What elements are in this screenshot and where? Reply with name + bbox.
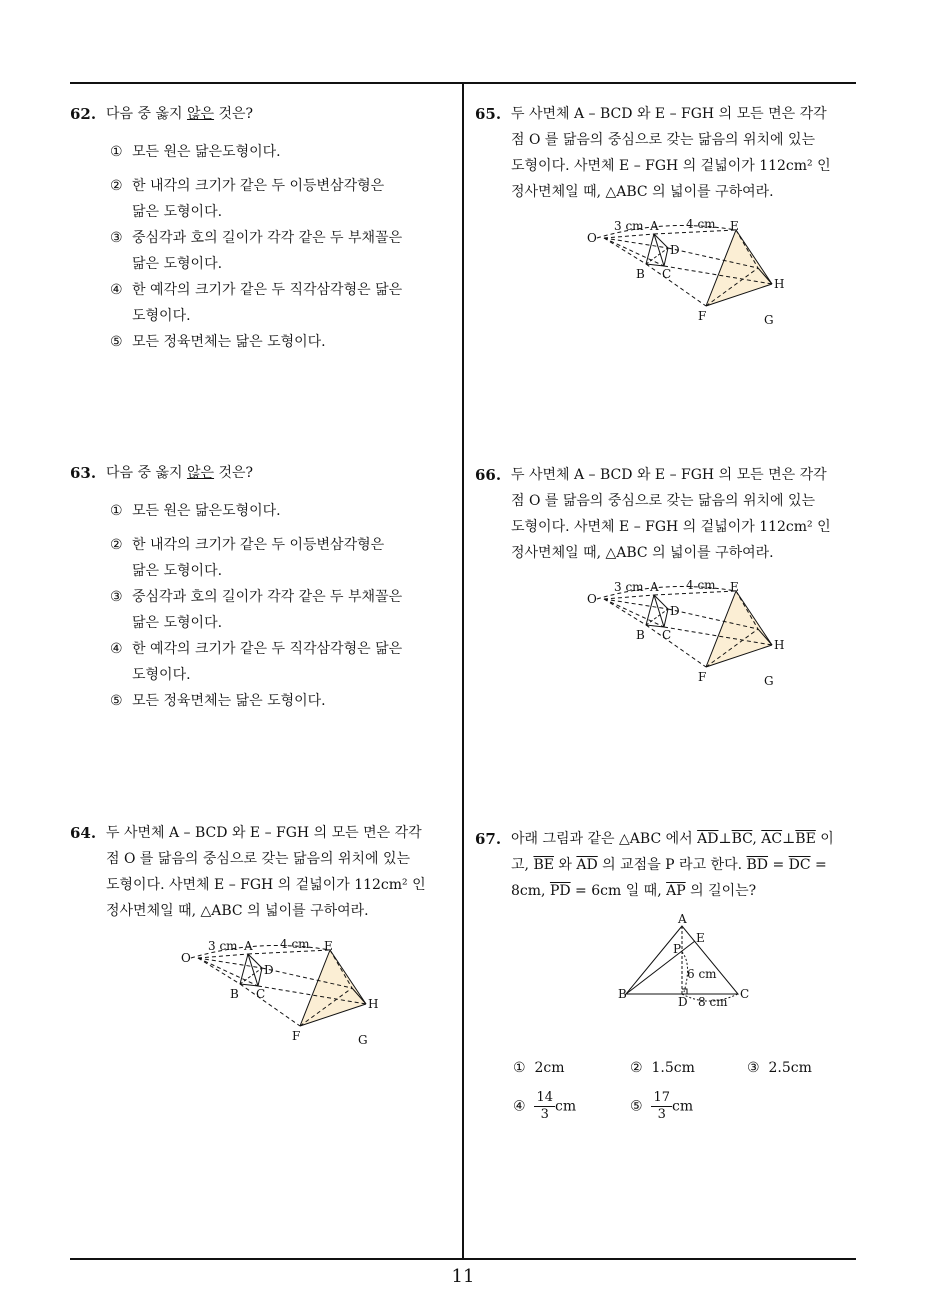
problem-number: 63. bbox=[70, 464, 97, 482]
column-divider bbox=[462, 83, 464, 1259]
label-4cm: 4 cm bbox=[686, 578, 716, 592]
option-list bbox=[110, 139, 455, 355]
problem-stem: 다음 중 옳지 않은 것은? bbox=[106, 106, 254, 122]
tetrahedron-diagram bbox=[584, 212, 794, 332]
label-3cm: 3 cm bbox=[614, 219, 644, 233]
option-4: ④ 한 예각의 크기가 같은 두 직각삼각형은 닮은 도형이다. bbox=[110, 282, 403, 324]
problem-63 bbox=[70, 460, 455, 714]
label-g: G bbox=[358, 1033, 368, 1047]
small-tetra bbox=[646, 595, 668, 627]
label-o: O bbox=[587, 592, 597, 606]
label-b: B bbox=[636, 267, 645, 281]
option-5: ⑤ 모든 정육면체는 닮은 도형이다. bbox=[110, 334, 326, 350]
label-b: B bbox=[618, 987, 627, 1001]
label-f: F bbox=[698, 670, 707, 684]
label-b: B bbox=[636, 628, 645, 642]
answer-choices-67 bbox=[513, 1060, 853, 1130]
option-1: ① 모든 원은 닮은도형이다. bbox=[110, 144, 281, 160]
label-h: H bbox=[774, 638, 785, 652]
label-o: O bbox=[587, 231, 597, 245]
option-2: ② 한 내각의 크기가 같은 두 이등변삼각형은 닮은 도형이다. bbox=[110, 537, 385, 579]
problem-number: 66. bbox=[475, 466, 502, 484]
bottom-rule bbox=[70, 1258, 856, 1260]
option-2: ② 한 내각의 크기가 같은 두 이등변삼각형은 닮은 도형이다. bbox=[110, 178, 385, 220]
choice-2[interactable]: ② 1.5cm bbox=[630, 1060, 695, 1076]
problem-66 bbox=[475, 462, 863, 566]
choice-3[interactable]: ③ 2.5cm bbox=[747, 1060, 812, 1076]
label-c: C bbox=[256, 987, 266, 1001]
tetrahedron-diagram bbox=[178, 932, 388, 1052]
triangle-lines bbox=[626, 926, 738, 1001]
label-f: F bbox=[698, 309, 707, 323]
label-o: O bbox=[181, 951, 191, 965]
option-3: ③ 중심각과 호의 길이가 각각 같은 두 부채꼴은 닮은 도형이다. bbox=[110, 589, 403, 631]
label-f: F bbox=[292, 1029, 301, 1043]
label-h: H bbox=[774, 277, 785, 291]
tetrahedron-diagram bbox=[584, 573, 794, 693]
problem-number: 65. bbox=[475, 105, 502, 123]
label-a: A bbox=[244, 939, 253, 953]
page-number: 11 bbox=[451, 1266, 475, 1287]
problem-64 bbox=[70, 820, 458, 924]
problem-67 bbox=[475, 826, 865, 904]
choice-5[interactable]: ⑤ $\frac{17}{3}$ cm bbox=[630, 1090, 694, 1122]
problem-stem: 다음 중 옳지 않은 것은? bbox=[106, 465, 254, 481]
label-c: C bbox=[662, 267, 672, 281]
triangle-diagram bbox=[612, 912, 762, 1012]
problem-number: 62. bbox=[70, 105, 97, 123]
tetrahedron-figure-65 bbox=[584, 212, 794, 336]
label-p: P bbox=[673, 942, 682, 956]
label-d: D bbox=[264, 963, 274, 977]
option-4: ④ 한 예각의 크기가 같은 두 직각삼각형은 닮은 도형이다. bbox=[110, 641, 403, 683]
label-e: E bbox=[730, 580, 739, 594]
problem-number: 67. bbox=[475, 830, 502, 848]
small-tetra bbox=[646, 234, 668, 266]
problem-65 bbox=[475, 101, 863, 205]
label-e: E bbox=[730, 219, 739, 233]
problem-stem: 두 사면체 A – BCD 와 E – FGH 의 모든 면은 각각 점 O 를 닮음의 중심으로 갖는 닮음의 위치에 있는 도형이다. 사면체 E – FGH 의 겉넓이가 112cm² 인 정사면체일 때, △ABC 의 넓이를 구하여라. bbox=[511, 467, 831, 561]
label-g: G bbox=[764, 674, 774, 688]
label-c: C bbox=[740, 987, 750, 1001]
label-a: A bbox=[650, 219, 659, 233]
label-3cm: 3 cm bbox=[614, 580, 644, 594]
label-4cm: 4 cm bbox=[280, 937, 310, 951]
option-3: ③ 중심각과 호의 길이가 각각 같은 두 부채꼴은 닮은 도형이다. bbox=[110, 230, 403, 272]
label-e: E bbox=[324, 939, 333, 953]
label-3cm: 3 cm bbox=[208, 939, 238, 953]
label-h: H bbox=[368, 997, 379, 1011]
label-a: A bbox=[678, 912, 687, 926]
label-b: B bbox=[230, 987, 239, 1001]
problem-stem: 두 사면체 A – BCD 와 E – FGH 의 모든 면은 각각 점 O 를 닮음의 중심으로 갖는 닮음의 위치에 있는 도형이다. 사면체 E – FGH 의 겉넓이가 112cm² 인 정사면체일 때, △ABC 의 넓이를 구하여라. bbox=[511, 106, 831, 200]
option-5: ⑤ 모든 정육면체는 닮은 도형이다. bbox=[110, 693, 326, 709]
option-list bbox=[110, 498, 455, 714]
triangle-figure bbox=[612, 912, 762, 1016]
choice-4[interactable]: ④ $\frac{14}{3}$ cm bbox=[513, 1090, 577, 1122]
label-g: G bbox=[764, 313, 774, 327]
label-6cm: 6 cm bbox=[687, 967, 717, 981]
problem-number: 64. bbox=[70, 824, 97, 842]
label-d: D bbox=[670, 604, 680, 618]
option-1: ① 모든 원은 닮은도형이다. bbox=[110, 503, 281, 519]
label-8cm: 8 cm bbox=[698, 995, 728, 1009]
small-tetra bbox=[240, 954, 262, 986]
label-a: A bbox=[650, 580, 659, 594]
problem-stem: 두 사면체 A – BCD 와 E – FGH 의 모든 면은 각각 점 O 를 닮음의 중심으로 갖는 닮음의 위치에 있는 도형이다. 사면체 E – FGH 의 겉넓이가 112cm² 인 정사면체일 때, △ABC 의 넓이를 구하여라. bbox=[106, 825, 426, 919]
label-e: E bbox=[696, 931, 705, 945]
choice-1[interactable]: ① 2cm bbox=[513, 1060, 565, 1076]
problem-stem: 아래 그림과 같은 △ABC 에서 $\overline{AD}\perp\overline{BC}$, $\overline{AC}\perp\overline{BE}$ 이 고, $\overline{BE}$ 와 $\overline{AD}$ 의 교점을 P 라고 한다. $\overline{BD} = \overline{DC}$ = 8cm, $\overline{PD} = 6cm$ 일 때, $\overline{AP}$ 의 길이는? bbox=[511, 831, 834, 899]
tetrahedron-figure-64 bbox=[178, 932, 388, 1056]
label-d: D bbox=[678, 995, 688, 1009]
tetrahedron-figure-66 bbox=[584, 573, 794, 697]
label-d: D bbox=[670, 243, 680, 257]
label-4cm: 4 cm bbox=[686, 217, 716, 231]
label-c: C bbox=[662, 628, 672, 642]
problem-62 bbox=[70, 101, 455, 355]
